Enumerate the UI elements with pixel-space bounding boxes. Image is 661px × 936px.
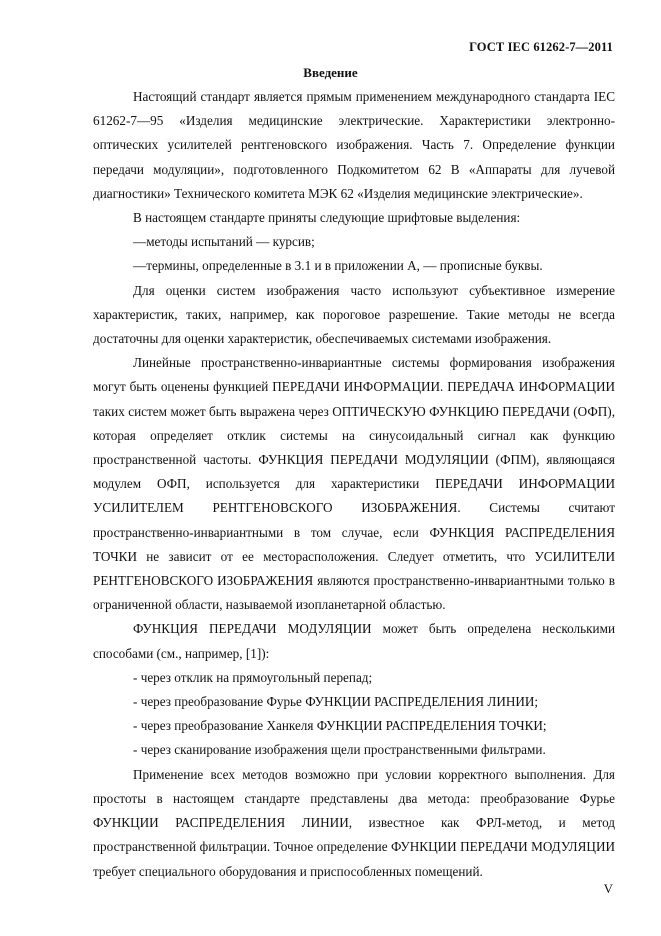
paragraph-application: Применение всех методов возможно при условии корректного выполнения. Для простоты в настоящем стандарте представлены два метода: преобразование Фурье ФУНКЦИИ РАСПРЕДЕЛЕНИЯ ЛИНИИ, известное как ФРЛ-метод, и метод пространственной фильтрации. Точное определение ФУНКЦИИ ПЕРЕДАЧИ МОДУЛЯЦИИ требует специального оборудования и приспособленных помещений.: [93, 766, 615, 879]
paragraph-subjective: Для оценки систем изображения часто используют субъективное измерение характеристик, таких, например, как пороговое разрешение. Такие методы не всегда достаточны для оценки характеристик, обеспечиваемых системами изображения.: [93, 282, 615, 347]
list-item-method-2: - через преобразование Фурье ФУНКЦИИ РАСПРЕДЕЛЕНИЯ ЛИНИИ;: [133, 694, 539, 710]
list-item-method-3: - через преобразование Ханкеля ФУНКЦИИ РАСПРЕДЕЛЕНИЯ ТОЧКИ;: [133, 718, 547, 734]
section-title: Введение: [303, 65, 358, 80]
document-body: [93, 85, 615, 884]
paragraph-mtf-methods: ФУНКЦИЯ ПЕРЕДАЧИ МОДУЛЯЦИИ может быть определена несколькими способами (см., например, [1]):: [93, 621, 615, 661]
paragraph-intro: Настоящий стандарт является прямым применением международного стандарта IEC 61262-7—95 «Изделия медицинские электрические. Характеристики электронно-оптических усилителей рентгеновского изображения. Часть 7. Определение функции передачи модуляции», подготовленного Подкомитетом 62 В «Аппараты для лучевой диагностики» Технического комитета МЭК 62 «Изделия медицинские электрические».: [93, 89, 615, 201]
paragraph-fonts: В настоящем стандарте приняты следующие шрифтовые выделения:: [133, 210, 521, 226]
list-item-method-1: - через отклик на прямоугольный перепад;: [133, 669, 373, 685]
paragraph-linear-systems: Линейные пространственно-инвариантные системы формирования изображения могут быть оценены функцией ПЕРЕДАЧИ ИНФОРМАЦИИ. ПЕРЕДАЧА ИНФОРМАЦИИ таких систем может быть выражена через ОПТИЧЕСКУЮ ФУНКЦИЮ ПЕРЕДАЧИ (ОФП), которая определяет отклик системы на синусоидальный сигнал как функцию пространственной частоты. ФУНКЦИЯ ПЕРЕДАЧИ МОДУЛЯЦИИ (ФПМ), являющаяся модулем ОФП, используется для характеристики ПЕРЕДАЧИ ИНФОРМАЦИИ УСИЛИТЕЛЕМ РЕНТГЕНОВСКОГО ИЗОБРАЖЕНИЯ. Системы считают пространственно-инвариантными в том случае, если ФУНКЦИЯ РАСПРЕДЕЛЕНИЯ ТОЧКИ не зависит от ее месторасположения. Следует отметить, что УСИЛИТЕЛИ РЕНТГЕНОВСКОГО ИЗОБРАЖЕНИЯ являются пространственно-инвариантными только в ограниченной области, называемой изопланетарной областью.: [93, 355, 615, 613]
list-item-italic: —методы испытаний — курсив;: [133, 234, 315, 250]
list-item-caps: —термины, определенные в 3.1 и в приложении А, — прописные буквы.: [133, 258, 543, 274]
list-item-method-4: - через сканирование изображения щели пространственными фильтрами.: [133, 742, 546, 758]
page-number: V: [603, 881, 613, 896]
standard-code-header: ГОСТ IEC 61262-7—2011: [469, 40, 613, 54]
